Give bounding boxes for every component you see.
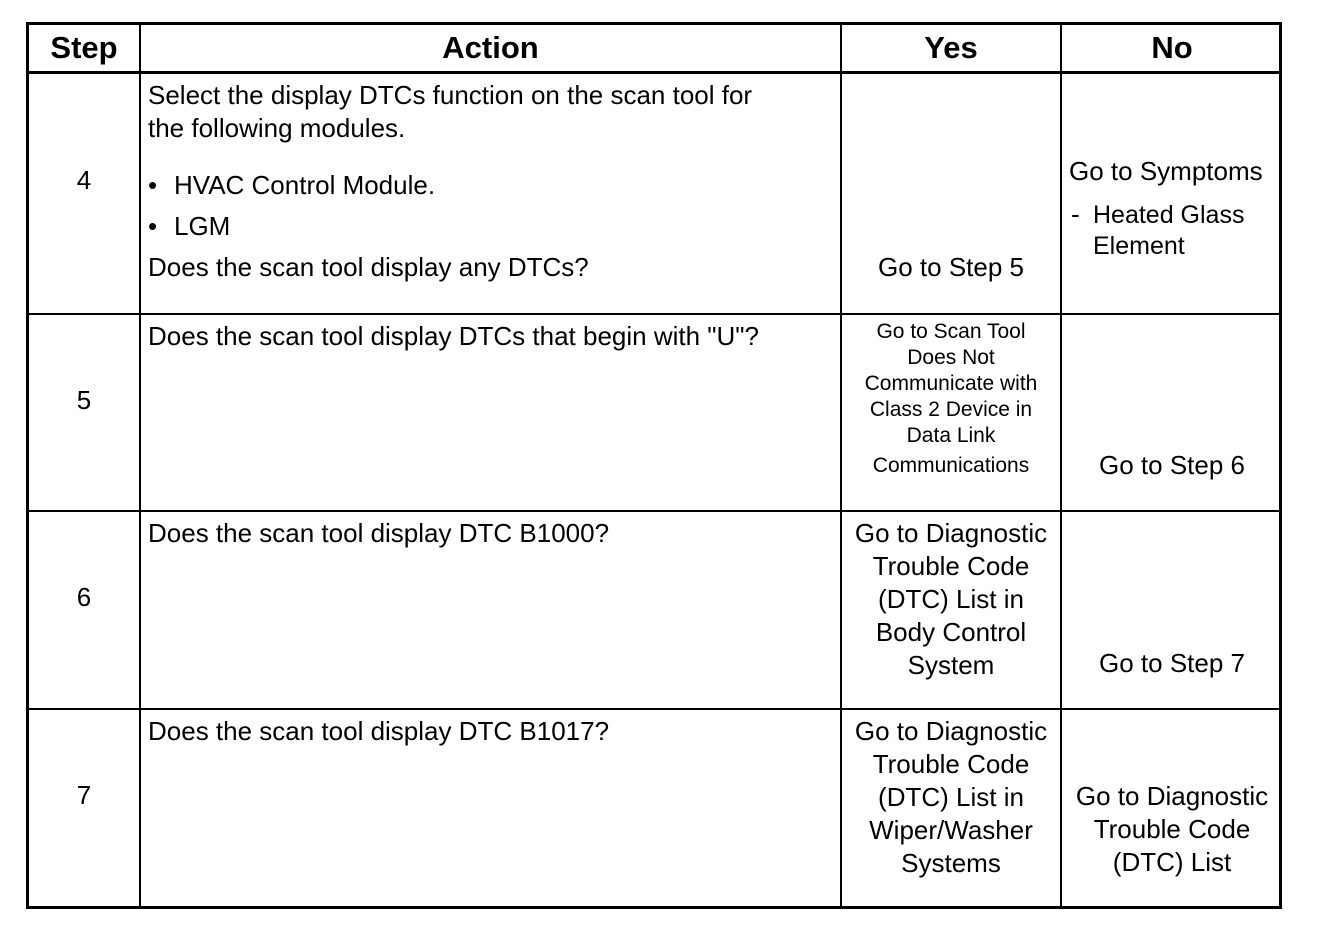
bullet-item: LGM [174, 211, 231, 241]
yes-action [842, 319, 1060, 479]
step-number: 7 [76, 780, 92, 810]
action-question: Does the scan tool display any DTCs? [148, 252, 589, 282]
step-number: 5 [76, 385, 92, 415]
yes-action [842, 715, 1060, 880]
yes-action-line: Body Control [875, 617, 1027, 647]
bullet-icon: • [148, 170, 158, 200]
no-action-sub-line: Element [1093, 232, 1185, 260]
yes-action-line: (DTC) List in [878, 584, 1024, 614]
header-step: Step [50, 30, 118, 65]
yes-action: Go to Step 5 [878, 252, 1024, 282]
bullet-item: HVAC Control Module. [174, 170, 436, 200]
yes-action-line: Go to Diagnostic [854, 518, 1048, 548]
yes-action-line: Communicate with [864, 372, 1038, 395]
no-action: Go to Step 6 [1099, 450, 1245, 480]
no-action-line: Trouble Code [1093, 814, 1251, 844]
action-text-line: Select the display DTCs function on the scan tool for [148, 80, 753, 110]
row-divider [29, 708, 1279, 710]
bullet-icon: • [148, 211, 158, 241]
no-action-title: Go to Symptoms [1069, 156, 1263, 186]
yes-action-line: Go to Scan Tool [876, 320, 1026, 343]
yes-action-line: (DTC) List in [878, 782, 1024, 812]
action-question: Does the scan tool display DTC B1017? [148, 716, 610, 746]
yes-action-line: Trouble Code [872, 749, 1030, 779]
yes-action-line: Data Link [906, 424, 996, 447]
yes-action-line: Does Not [907, 346, 995, 369]
header-action: Action [442, 30, 539, 65]
header-yes: Yes [924, 30, 978, 65]
step-number: 6 [76, 582, 92, 612]
no-action-line: (DTC) List [1112, 847, 1232, 877]
step-number: 4 [76, 165, 92, 195]
yes-action-line: Trouble Code [872, 551, 1030, 581]
yes-action-line: Communications [872, 454, 1030, 477]
column-divider [139, 25, 141, 906]
yes-action-line: Go to Diagnostic [854, 716, 1048, 746]
action-text-line: the following modules. [148, 113, 406, 143]
no-action-sub-line: Heated Glass [1093, 201, 1245, 229]
yes-action-line: Class 2 Device in [869, 398, 1033, 421]
header-divider [29, 71, 1279, 74]
action-question: Does the scan tool display DTCs that begin with "U"? [148, 321, 759, 351]
no-action-dash: - [1071, 199, 1080, 229]
no-action [1062, 780, 1282, 879]
yes-action-line: Wiper/Washer [869, 815, 1033, 845]
diagnostic-table [26, 22, 1282, 909]
action-question: Does the scan tool display DTC B1000? [148, 518, 610, 548]
no-action-line: Go to Diagnostic [1075, 781, 1269, 811]
yes-action-line: System [907, 650, 995, 680]
no-action-sub [1093, 200, 1244, 262]
yes-action-line: Systems [901, 848, 1001, 878]
header-no: No [1151, 30, 1193, 65]
no-action: Go to Step 7 [1099, 648, 1245, 678]
row-divider [29, 313, 1279, 315]
yes-action [842, 517, 1060, 682]
row-divider [29, 510, 1279, 512]
